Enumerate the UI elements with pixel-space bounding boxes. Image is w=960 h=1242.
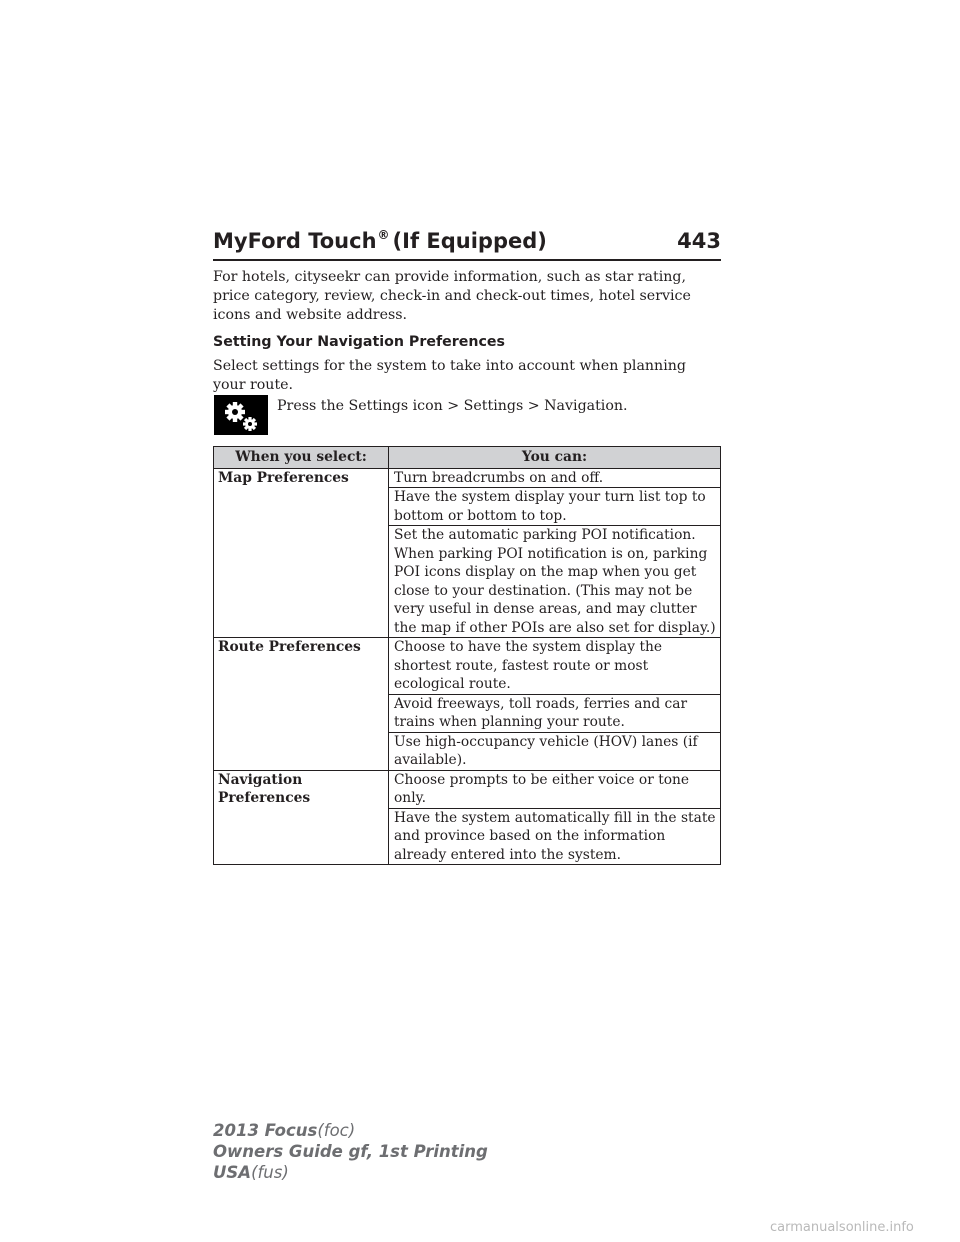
table-row (214, 468, 721, 488)
page-number: 443 (677, 229, 721, 253)
settings-gears-icon (214, 395, 268, 435)
table-cell: Choose prompts to be either voice or tone only. (389, 770, 721, 808)
chapter-title-text: MyFord Touch (213, 229, 377, 253)
table-row (214, 770, 721, 808)
table-header-row (214, 447, 721, 469)
chapter-title (213, 228, 547, 254)
footer-line-model (213, 1120, 488, 1141)
table-cell: Choose to have the system display the shortest route, fastest route or most ecological route. (389, 638, 721, 695)
category-map-preferences: Map Preferences (214, 468, 389, 638)
footer-market: USA (213, 1163, 252, 1182)
footer-line-market (213, 1162, 488, 1183)
chapter-title-suffix: (If Equipped) (392, 229, 547, 253)
category-navigation-preferences: Navigation Preferences (214, 770, 389, 865)
footer-line-guide: Owners Guide gf, 1st Printing (213, 1142, 488, 1161)
table-cell: Avoid freeways, toll roads, ferries and car trains when planning your route. (389, 694, 721, 732)
table-header-when: When you select: (214, 447, 389, 469)
settings-instruction: Press the Settings icon > Settings > Navigation. (277, 398, 628, 414)
table-cell: Set the automatic parking POI notification. When parking POI notification is on, parking POI icons display on the map when you get close to your destination. (This may not be very useful in dense areas, and may clutter the map if other POIs are also set for display.) (389, 526, 721, 638)
category-route-preferences: Route Preferences (214, 638, 389, 771)
intro-paragraph: For hotels, cityseekr can provide information, such as star rating, price category, review, check-in and check-out times, hotel service icons and website address. (213, 269, 691, 323)
header-rule (213, 259, 721, 261)
footer-market-code: (fus) (251, 1163, 289, 1182)
footer-model: 2013 Focus (213, 1121, 318, 1140)
navigation-preferences-table (213, 446, 721, 865)
section-paragraph: Select settings for the system to take into account when planning your route. (213, 358, 686, 393)
table-cell: Turn breadcrumbs on and off. (389, 468, 721, 488)
table-row (214, 638, 721, 695)
table-cell: Have the system automatically fill in the state and province based on the information already entered into the system. (389, 808, 721, 865)
table-cell: Use high-occupancy vehicle (HOV) lanes (if available). (389, 732, 721, 770)
registered-mark: ® (377, 228, 390, 242)
footer-model-code: (foc) (317, 1121, 356, 1140)
page-header (213, 228, 721, 254)
document-footer (213, 1120, 488, 1183)
table-cell: Have the system display your turn list top to bottom or bottom to top. (389, 488, 721, 526)
watermark: carmanualsonline.info (770, 1220, 914, 1235)
section-heading: Setting Your Navigation Preferences (213, 334, 505, 350)
table-header-you-can: You can: (389, 447, 721, 469)
